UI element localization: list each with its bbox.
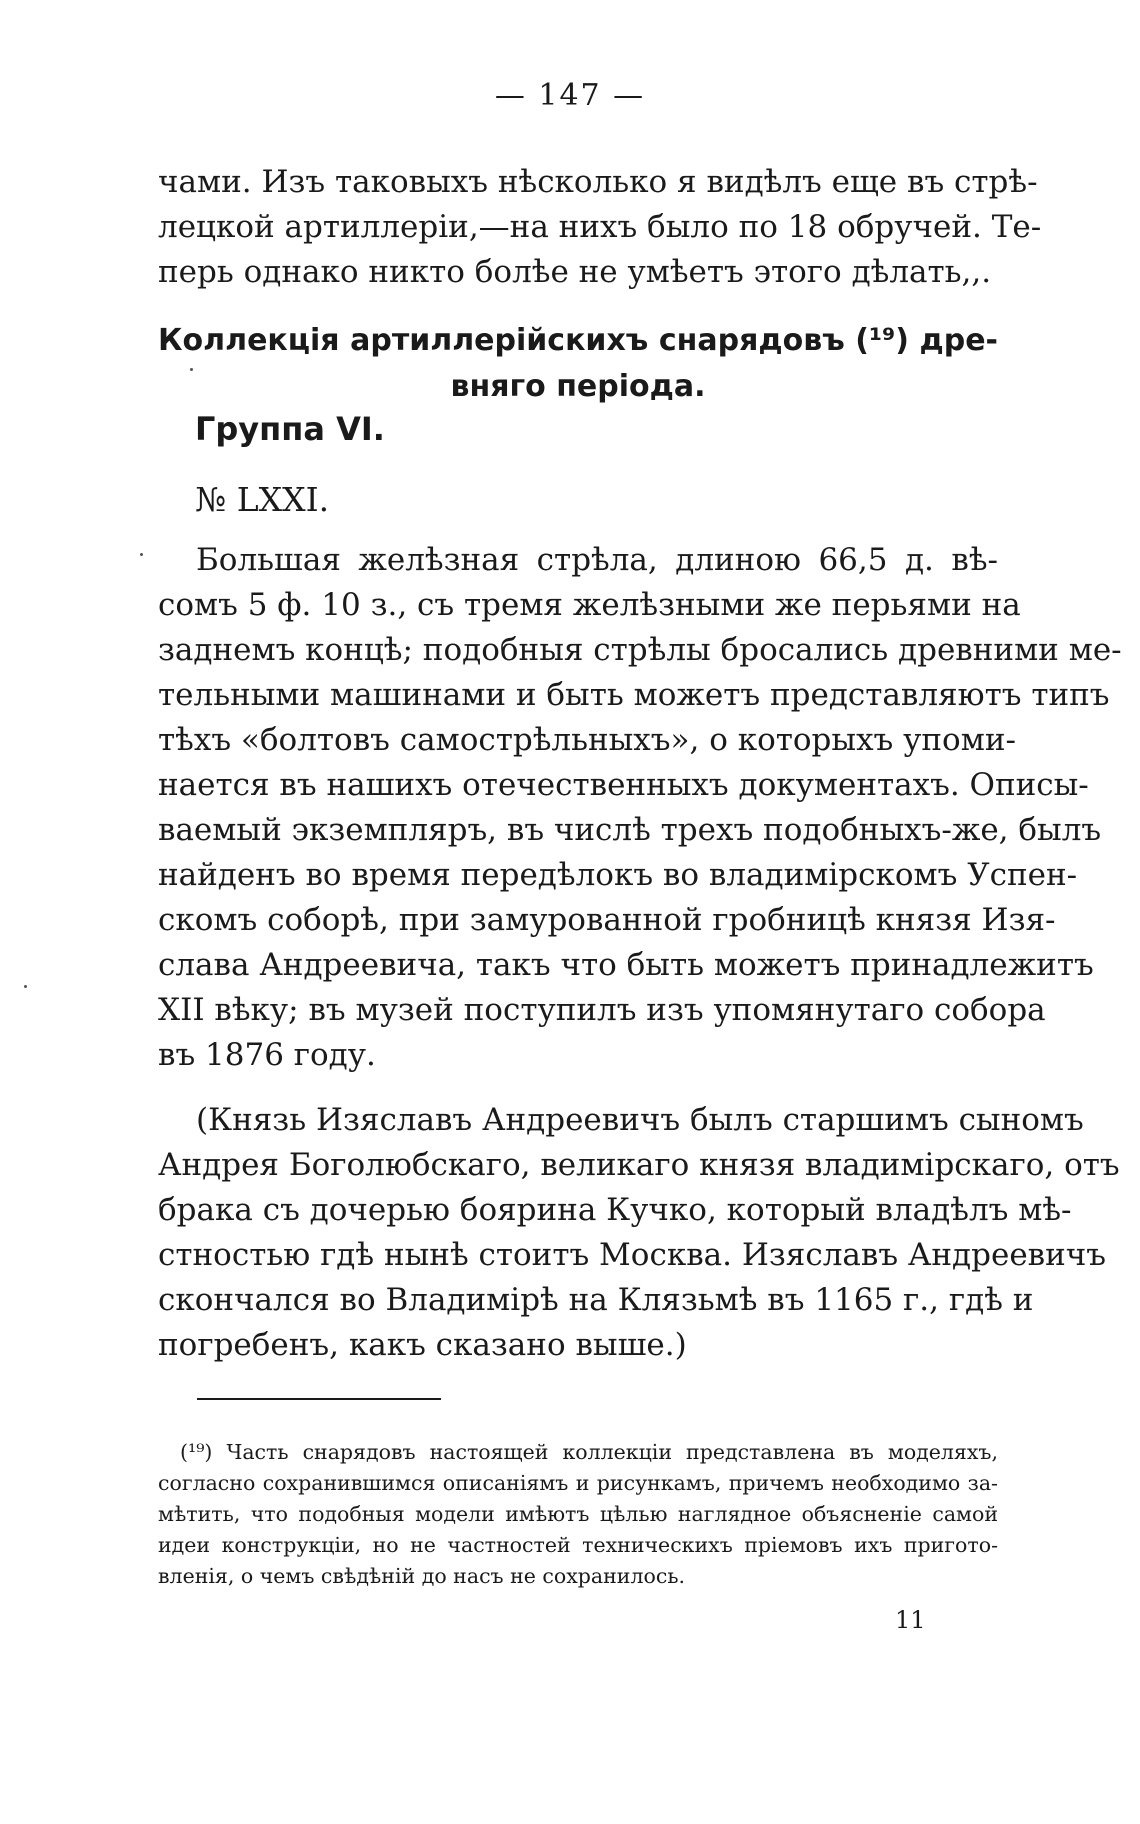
text-line: скомъ соборѣ, при замурованной гробницѣ князя Изя- bbox=[158, 902, 1056, 938]
text-line: стностью гдѣ нынѣ стоитъ Москва. Изяславъ Андреевичъ bbox=[158, 1237, 1106, 1273]
footnote-line: идеи конструкціи, но не частностей техническихъ пріемовъ ихъ пригото- bbox=[158, 1533, 998, 1557]
text-line: чами. Изъ таковыхъ нѣсколько я видѣлъ еще въ стрѣ- bbox=[158, 164, 1038, 200]
text-line: Андрея Боголюбскаго, великаго князя владимірскаго, отъ bbox=[158, 1147, 1120, 1183]
text-line: сомъ 5 ф. 10 з., съ тремя желѣзными же перьями на bbox=[158, 587, 1021, 623]
page-number: — 147 — bbox=[494, 78, 646, 113]
signature-mark: 11 bbox=[895, 1606, 926, 1634]
text-line: лецкой артиллеріи,—на нихъ было по 18 обручей. Те- bbox=[158, 209, 1042, 245]
print-speck bbox=[190, 368, 193, 371]
text-line: скончался во Владимірѣ на Клязьмѣ въ 1165 г., гдѣ и bbox=[158, 1282, 1034, 1318]
text-line: перь однако никто болѣе не умѣетъ этого дѣлать,,. bbox=[158, 254, 992, 290]
text-line: найденъ во время передѣлокъ во владимірскомъ Успен- bbox=[158, 857, 1078, 893]
print-speck bbox=[140, 553, 143, 556]
text-line: Большая желѣзная стрѣла, длиною 66,5 д. вѣ- bbox=[196, 542, 998, 578]
text-line: тельными машинами и быть можетъ представляютъ типъ bbox=[158, 677, 1110, 713]
heading-line: Коллекція артиллерійскихъ снарядовъ (¹⁹) дре- bbox=[158, 323, 998, 358]
item-number: № LXXI. bbox=[195, 480, 330, 519]
text-line: слава Андреевича, такъ что быть можетъ принадлежитъ bbox=[158, 947, 1094, 983]
text-line: ваемый экземпляръ, въ числѣ трехъ подобныхъ-же, былъ bbox=[158, 812, 1102, 848]
text-line: въ 1876 году. bbox=[158, 1037, 376, 1073]
footnote-line: согласно сохранившимся описаніямъ и рисункамъ, причемъ необходимо за- bbox=[158, 1471, 998, 1495]
heading-line: вняго періода. bbox=[450, 369, 706, 404]
text-line: (Князь Изяславъ Андреевичъ былъ старшимъ сыномъ bbox=[196, 1102, 1084, 1138]
text-line: нается въ нашихъ отечественныхъ документахъ. Описы- bbox=[158, 767, 1089, 803]
footnote bbox=[158, 1437, 998, 1592]
text-line: заднемъ концѣ; подобныя стрѣлы бросались древними ме- bbox=[158, 632, 1122, 668]
collection-heading bbox=[158, 318, 998, 410]
intro-paragraph bbox=[158, 160, 1042, 295]
main-paragraph bbox=[158, 538, 1122, 1078]
footnote-line: (¹⁹) Часть снарядовъ настоящей коллекціи представлена въ моделяхъ, bbox=[180, 1440, 998, 1464]
footnote-line: мѣтить, что подобныя модели имѣютъ цѣлью наглядное объясненіе самой bbox=[158, 1502, 998, 1526]
footnote-line: вленія, о чемъ свѣдѣній до насъ не сохранилось. bbox=[158, 1564, 685, 1588]
text-line: брака съ дочерью боярина Кучко, который владѣлъ мѣ- bbox=[158, 1192, 1072, 1228]
text-line: погребенъ, какъ сказано выше.) bbox=[158, 1327, 687, 1363]
second-paragraph bbox=[158, 1098, 1120, 1368]
text-line: XII вѣку; въ музей поступилъ изъ упомянутаго собора bbox=[158, 992, 1046, 1028]
print-speck bbox=[24, 985, 27, 988]
group-title: Группа VI. bbox=[195, 410, 385, 448]
footnote-divider bbox=[197, 1398, 441, 1400]
text-line: тѣхъ «болтовъ самострѣльныхъ», о которыхъ упоми- bbox=[158, 722, 1016, 758]
